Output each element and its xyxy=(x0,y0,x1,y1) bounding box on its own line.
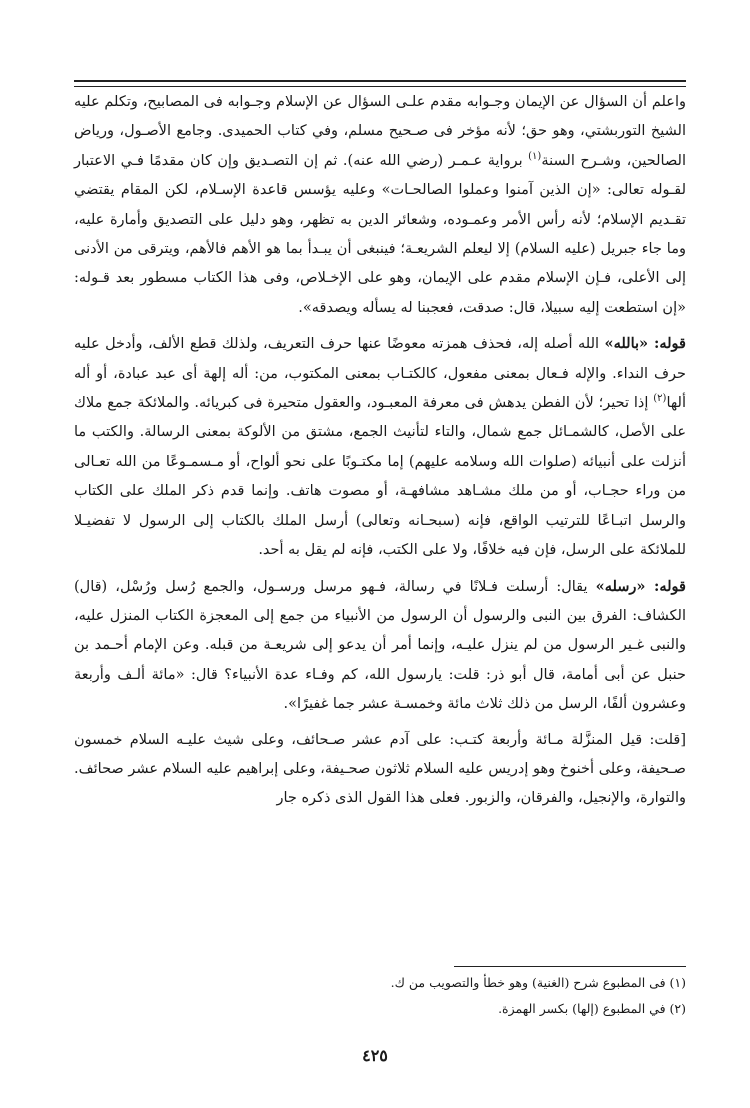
paragraph-3 xyxy=(74,572,686,720)
footnote-ref-2: (٢) xyxy=(653,393,667,405)
paragraph-2 xyxy=(74,329,686,565)
paragraph-lead: قوله: «بالله» xyxy=(604,335,686,353)
footnotes xyxy=(74,970,686,1022)
footnote-1: (١) فى المطبوع شرح (الغنية) وهو خطأ والتصويب من ك. xyxy=(390,975,686,990)
footnote-ref-1: (١) xyxy=(528,150,542,162)
paragraph-text: يقال: أرسلت فـلانًا في رسالة، فـهو مرسل ورسـول، والجمع رُسل ورُسْل، (قال) الكشاف: الفرق بين النبى والرسول أن الرسول من الأنبياء من جمع إلى المعجزة الكتاب المنزل عليه، والنبى غـير الرسول من لم ينزل عليـه، وإنما أمر أن يدعو إلى شريعـة من قبله. وعن الإمام أحـمد بن حنبل عن أبى أمامة، قال أبو ذر: قلت: يارسول الله، كم وفـاء عدة الأنبياء؟ قال: «مائة ألـف وأربعة وعشرون ألفًا، الرسل من ذلك ثلاث مائة وخمسـة عشر جما غفيرًا». xyxy=(74,578,686,713)
body-text xyxy=(74,88,686,814)
page-number: ٤٢٥ xyxy=(362,1046,388,1065)
header-rule-thin xyxy=(74,86,686,87)
paragraph-text-continued: إذا تحير؛ لأن الفطن يدهش فى معرفة المعبـود، والعقول متحيرة فى كبريائه. والملائكة جمع ملاك على الأصل، كالشمـائل جمع شمال، والتاء لتأنيث الجمع، مشتق من الألوكة بمعنى الرسالة. والكتب ما أنزلت على أنبيائه (صلوات الله وسلامه عليهم) إما مكتـوبًا على نحو ألواح، أو مـسمـوعًا من الله تعـالى من وراء حجـاب، أو من ملك مشـاهد مشافهـة، أو مصوت هاتف. وإنما قدم ذكر الملك على الكتاب والرسل اتبـاعًا للترتيب الواقع، فإنه (سبحـانه وتعالى) أرسل الملك بالكتاب إلى الرسول لا تفضيـلا للملائكة على الرسل، فإن فيه خلافًا، ولا على الكتب، فإنه لم يقل به أحد. xyxy=(74,395,686,559)
paragraph-4 xyxy=(74,726,686,814)
paragraph-lead: قوله: «رسله» xyxy=(595,577,686,595)
footnote-2: (٢) في المطبوع (إلها) بكسر الهمزة. xyxy=(498,1001,686,1016)
footnote-separator xyxy=(454,966,686,967)
paragraph-text: الله أصله إله، فحذف همزته معوضًا عنها حرف التعريف، ولذلك قطع الألف، وأدخل عليه حرف النداء. والإله فـعال بمعنى مفعول، كالكتـاب بمعنى المكتوب، من: أله إلهة أى عبد عبادة، أو أله ألها xyxy=(74,336,686,412)
paragraph-text: [قلت: قيل المنزَّلة مـائة وأربعة كتـب: على آدم عشر صـحائف، وعلى شيث عليـه السلام خمسون صـحيفة، وعلى أخنوخ وهو إدريس عليه السلام ثلاثون صحـيفة، وعلى إبراهيم عليه السلام عشر صحائف. والتوارة، والإنجيل، والفرقان، والزبور. فعلى هذا القول الذى ذكره جار xyxy=(74,731,686,807)
header-rule-thick xyxy=(74,80,686,82)
paragraph-text: واعلم أن السؤال عن الإيمان وجـوابه مقدم علـى السؤال عن الإسلام وجـوابه فى المصابيح، وتكلم عليه الشيخ التوربشتي، وهو حق؛ لأنه مؤخر فى صـحيح مسلم، وفي كتاب الحميدى. وجامع الأصـول، ورياض الصالحين، وشـرح السنة xyxy=(74,94,686,169)
paragraph-1 xyxy=(74,88,686,323)
paragraph-text-continued: برواية عـمـر (رضي الله عنه). ثم إن التصـديق وإن كان مقدمًا فـي الاعتبار لقـوله تعالى: «إن الذين آمنوا وعملوا الصالحـات» وعليه يؤسس قاعدة الإسـلام، لكن المقام يقتضي تقـديم الإسلام؛ لأنه رأس الأمر وعمـوده، وشعائر الدين به تظهر، وهو دليل على التصديق وأمارة عليه، وما جاء جبريل (عليه السلام) إلا ليعلم الشريعـة؛ فينبغى أن يبـدأ بما هو الأهم فالأهم، ويترقى من الأدنى إلى الأعلى، فـإن الإسلام مقدم على الإيمان، وهو على الإخـلاص، وفى هذا الكتاب مسطور بعد قـوله: «إن استطعت إليه سبيلا، قال: صدقت، فعجبنا له يسأله ويصدقه». xyxy=(74,152,686,316)
